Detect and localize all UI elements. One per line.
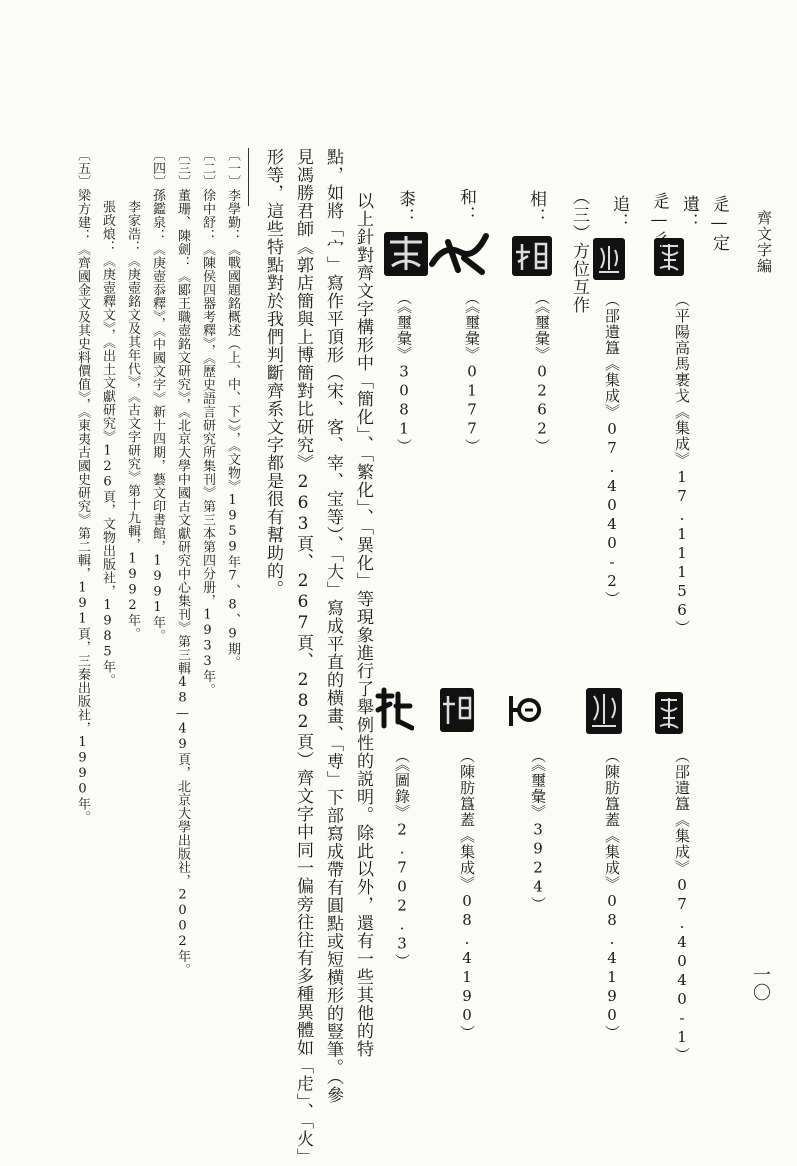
page-number: 一〇 (750, 965, 771, 1001)
footnote-4c: 張政烺：《庚壺釋文》，《出土文獻研究》126頁，文物出版社，1985年。 (100, 200, 115, 687)
radical-label-chuo-ding: 辵—定 (709, 195, 729, 252)
char-label-xiang: 相： (526, 190, 546, 226)
glyph-image-qin-left (384, 232, 428, 276)
source-he-left: （《璽彙》0177） (463, 290, 481, 455)
source-yi-right: （郘遺簋《集成》07.4040-1） (673, 748, 691, 1063)
source-xiang-right: （《璽彙》3924） (529, 748, 547, 913)
footnote-divider (248, 148, 249, 206)
footnote-4b: 李家浩：《庚壺銘文及其年代》，《古文字研究》第十九輯，1992年。 (125, 200, 140, 641)
glyph-image-xiang-left (512, 236, 552, 276)
source-yi-left: （平陽高馬裹戈《集成》17.11156） (673, 292, 691, 636)
running-header: 齊文字編 (755, 210, 773, 274)
char-label-qin: 桼： (395, 190, 415, 226)
source-zhui-left: （郘遺簋《集成》07.4040-2） (603, 292, 621, 607)
section-heading: （三）方位互作 (569, 188, 589, 314)
footnote-2: 〔二〕徐中舒：《陳侯四器考釋》，《歷史語言研究所集刊》第三本第四分册，1933年。 (200, 148, 215, 697)
char-label-yi: 遺： (679, 195, 699, 231)
paragraph-line-1: 以上針對齊文字構形中「簡化」、「繁化」、「異化」等現象進行了舉例性的説明。除此以外，還有一些其他的特 (353, 192, 373, 1058)
footnote-4: 〔四〕孫鑑泉：《庚壺忝釋》，《中國文字》新十四期，藝文印書館，1991年。 (150, 148, 165, 643)
radical-label-chuo-chi: 辵—彳 (649, 192, 669, 249)
source-zhui-right: （陳肪簋蓋《集成》08.4190） (603, 748, 621, 1041)
glyph-image-zhui-right (586, 688, 622, 734)
paragraph-line-2: 點，如將「宀」寫作平頂形（宋、客、宰、宝等）、「大」寫成平直的横畫、「尃」下部寫成帶有圓點或短横形的豎筆。（參 (323, 148, 343, 1104)
char-label-zhui: 追： (609, 195, 629, 231)
paragraph-line-3: 見馮勝君師《郭店簡與上博簡對比研究》263頁、267頁、282頁）齊文字中同一偏旁往往有多種異體如「虍」、「火」 (293, 148, 313, 1166)
paragraph-line-4: 形等，這些特點對於我們判斷齊系文字都是很有幫助的。 (263, 148, 283, 598)
source-qin-right: （《圖錄》2.702.3） (393, 748, 411, 970)
glyph-image-qin-right (374, 686, 414, 732)
glyph-image-zhui-left (593, 238, 625, 280)
source-he-right: （陳肪簋蓋《集成》08.4190） (458, 748, 476, 1041)
footnote-1: 〔一〕李學勤：《戰國題銘概述（上、中、下）》，《文物》1959年7、8、9期。 (225, 148, 240, 669)
source-xiang-left: （《璽彙》0262） (533, 290, 551, 455)
glyph-image-yi-right (655, 692, 683, 734)
char-label-he: 和： (456, 188, 476, 224)
footnote-5: 〔五〕梁方建：《齊國金文及其史料價值》，《東夷古國史研究》第二輯，191頁，三秦出版社，1990年。 (75, 148, 90, 824)
source-qin-left: （《璽彙》3081） (395, 290, 413, 455)
glyph-image-he-left (428, 228, 490, 278)
footnote-3: 〔三〕董珊、陳劍：《郾王職壺銘文研究》，《北京大學中國古文獻研究中心集刊》第三輯48—49頁，北京大學出版社，2002年。 (175, 148, 190, 977)
glyph-image-he-right (440, 688, 474, 732)
glyph-image-xiang-right (507, 690, 553, 730)
